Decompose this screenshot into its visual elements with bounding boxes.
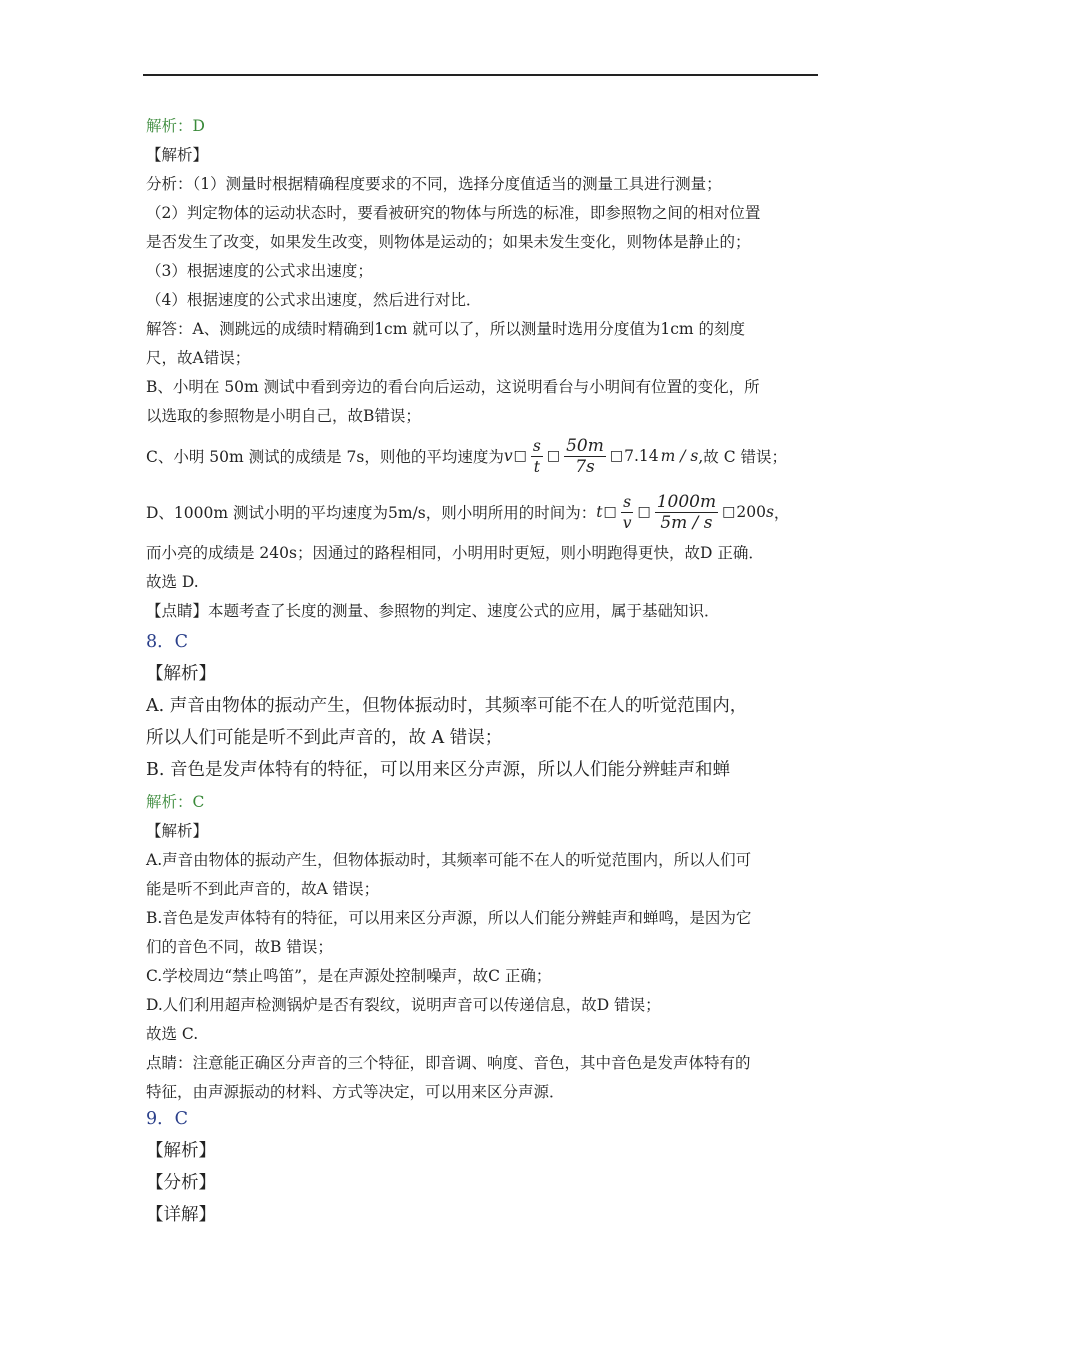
formula-c-frac2 (564, 436, 606, 477)
q8-section (146, 626, 846, 786)
q7-answer-line: 解析：D (146, 117, 205, 135)
q8-line-8: 点睛：注意能正确区分声音的三个特征，即音调、响度、音色，其中音色是发声体特有的 (146, 1054, 751, 1072)
formula-c-frac1 (531, 436, 543, 477)
q7-line-9: 以选取的参照物是小明自己，故B错误； (146, 407, 421, 425)
q8-large-1: A. 声音由物体的振动产生，但物体振动时，其频率可能不在人的听觉范围内， (146, 696, 748, 716)
formula-c-result: 7.14 (624, 447, 659, 465)
q7-explanation (146, 112, 846, 431)
q7-line-2: （2）判定物体的运动状态时，要看被研究的物体与所选的标准，即参照物之间的相对位置 (146, 204, 761, 222)
formula-d-box3: □ (722, 504, 736, 520)
q7-line-3: 是否发生了改变，如果发生改变，则物体是运动的；如果未发生变化，则物体是静止的； (146, 233, 751, 251)
q8-line-9: 特征，由声源振动的材料、方式等决定，可以用来区分声源． (146, 1083, 565, 1101)
q7-formula-c (146, 432, 846, 480)
q8-line-0: 【解析】 (146, 822, 209, 840)
q7-formula-d (146, 488, 846, 536)
q8-large-3: B. 音色是发声体特有的特征，可以用来区分声源，所以人们能分辨蛙声和蝉 (146, 760, 730, 780)
formula-d-unit: s (765, 503, 774, 521)
formula-c-frac2-num: 50m (566, 435, 604, 456)
q7-line-7: 尺，故A错误； (146, 349, 251, 367)
q7-tail (146, 539, 846, 626)
q7-line-0: 【解析】 (146, 146, 209, 164)
formula-d-result: 200 (736, 503, 766, 521)
q8-number: 8．C (146, 632, 189, 652)
formula-c-var: v (503, 447, 513, 465)
header-rule (143, 74, 818, 76)
q8-line-3: B.音色是发声体特有的特征，可以用来区分声源，所以人们能分辨蛙声和蝉鸣，是因为它 (146, 909, 752, 927)
formula-d-frac2-den: 5m / s (660, 512, 713, 533)
formula-c-prefix: C、小明 50m 测试的成绩是 7s，则他的平均速度为 (146, 448, 504, 466)
formula-c-box2: □ (546, 448, 561, 464)
q8-explanation (146, 788, 846, 1107)
q8-line-4: 们的音色不同，故B 错误； (146, 938, 333, 956)
formula-c-suffix: ,故 C 错误； (698, 448, 787, 466)
q8-line-7: 故选 C. (146, 1025, 199, 1043)
formula-c-frac1-num: s (532, 436, 541, 455)
q7-line-8: B、小明在 50m 测试中看到旁边的看台向后运动，这说明看台与小明间有位置的变化，所 (146, 378, 760, 396)
q9-large-0: 【解析】 (146, 1141, 216, 1161)
q9-large-2: 【详解】 (146, 1205, 216, 1225)
q7-line-4: （3）根据速度的公式求出速度； (146, 262, 373, 280)
q8-large-0: 【解析】 (146, 664, 216, 684)
q7-line-1: 分析：（1）测量时根据精确程度要求的不同，选择分度值适当的测量工具进行测量； (146, 175, 722, 193)
q8-line-5: C.学校周边“禁止鸣笛”，是在声源处控制噪声，故C 正确； (146, 967, 552, 985)
formula-c-frac1-den: t (533, 457, 540, 476)
formula-d-box1: □ (603, 504, 617, 520)
formula-d-prefix: D、1000m 测试小明的平均速度为5m/s，则小明所用的时间为： (146, 504, 597, 522)
q8-answer-line: 解析：C (146, 793, 205, 811)
q7-line-5: （4）根据速度的公式求出速度，然后进行对比． (146, 291, 482, 309)
formula-d-frac1-den: v (622, 513, 632, 532)
q8-line-2: 能是听不到此声音的，故A 错误； (146, 880, 380, 898)
q8-line-6: D.人们利用超声检测锅炉是否有裂纹，说明声音可以传递信息，故D 错误； (146, 996, 661, 1014)
formula-d-box2: □ (637, 504, 651, 520)
formula-d-frac1 (621, 492, 634, 533)
q7-tail-0: 而小亮的成绩是 240s；因通过的路程相同，小明用时更短，则小明跑得更快，故D 正确． (146, 544, 764, 562)
formula-d-suffix: ， (773, 504, 790, 522)
q9-number: 9．C (146, 1109, 189, 1129)
q8-large-2: 所以人们可能是听不到此声音的，故 A 错误； (146, 728, 503, 748)
q9-section (146, 1103, 846, 1231)
formula-d-var: t (596, 503, 603, 521)
q7-line-6: 解答：A、测跳远的成绩时精确到1cm 就可以了，所以测量时选用分度值为1cm 的刻度 (146, 320, 746, 338)
q7-tail-2: 【点睛】本题考查了长度的测量、参照物的判定、速度公式的应用，属于基础知识． (146, 602, 720, 620)
formula-c-box1: □ (513, 448, 527, 464)
q8-line-1: A.声音由物体的振动产生，但物体振动时，其频率可能不在人的听觉范围内，所以人们可 (146, 851, 752, 869)
q9-large-1: 【分析】 (146, 1173, 216, 1193)
formula-c-unit: m / s (660, 447, 699, 465)
formula-d-frac1-num: s (623, 492, 632, 511)
formula-c-box3: □ (609, 448, 624, 464)
q7-tail-1: 故选 D. (146, 573, 199, 591)
formula-c-frac2-den: 7s (575, 456, 595, 477)
formula-d-frac2 (655, 492, 718, 533)
formula-d-frac2-num: 1000m (656, 491, 717, 512)
